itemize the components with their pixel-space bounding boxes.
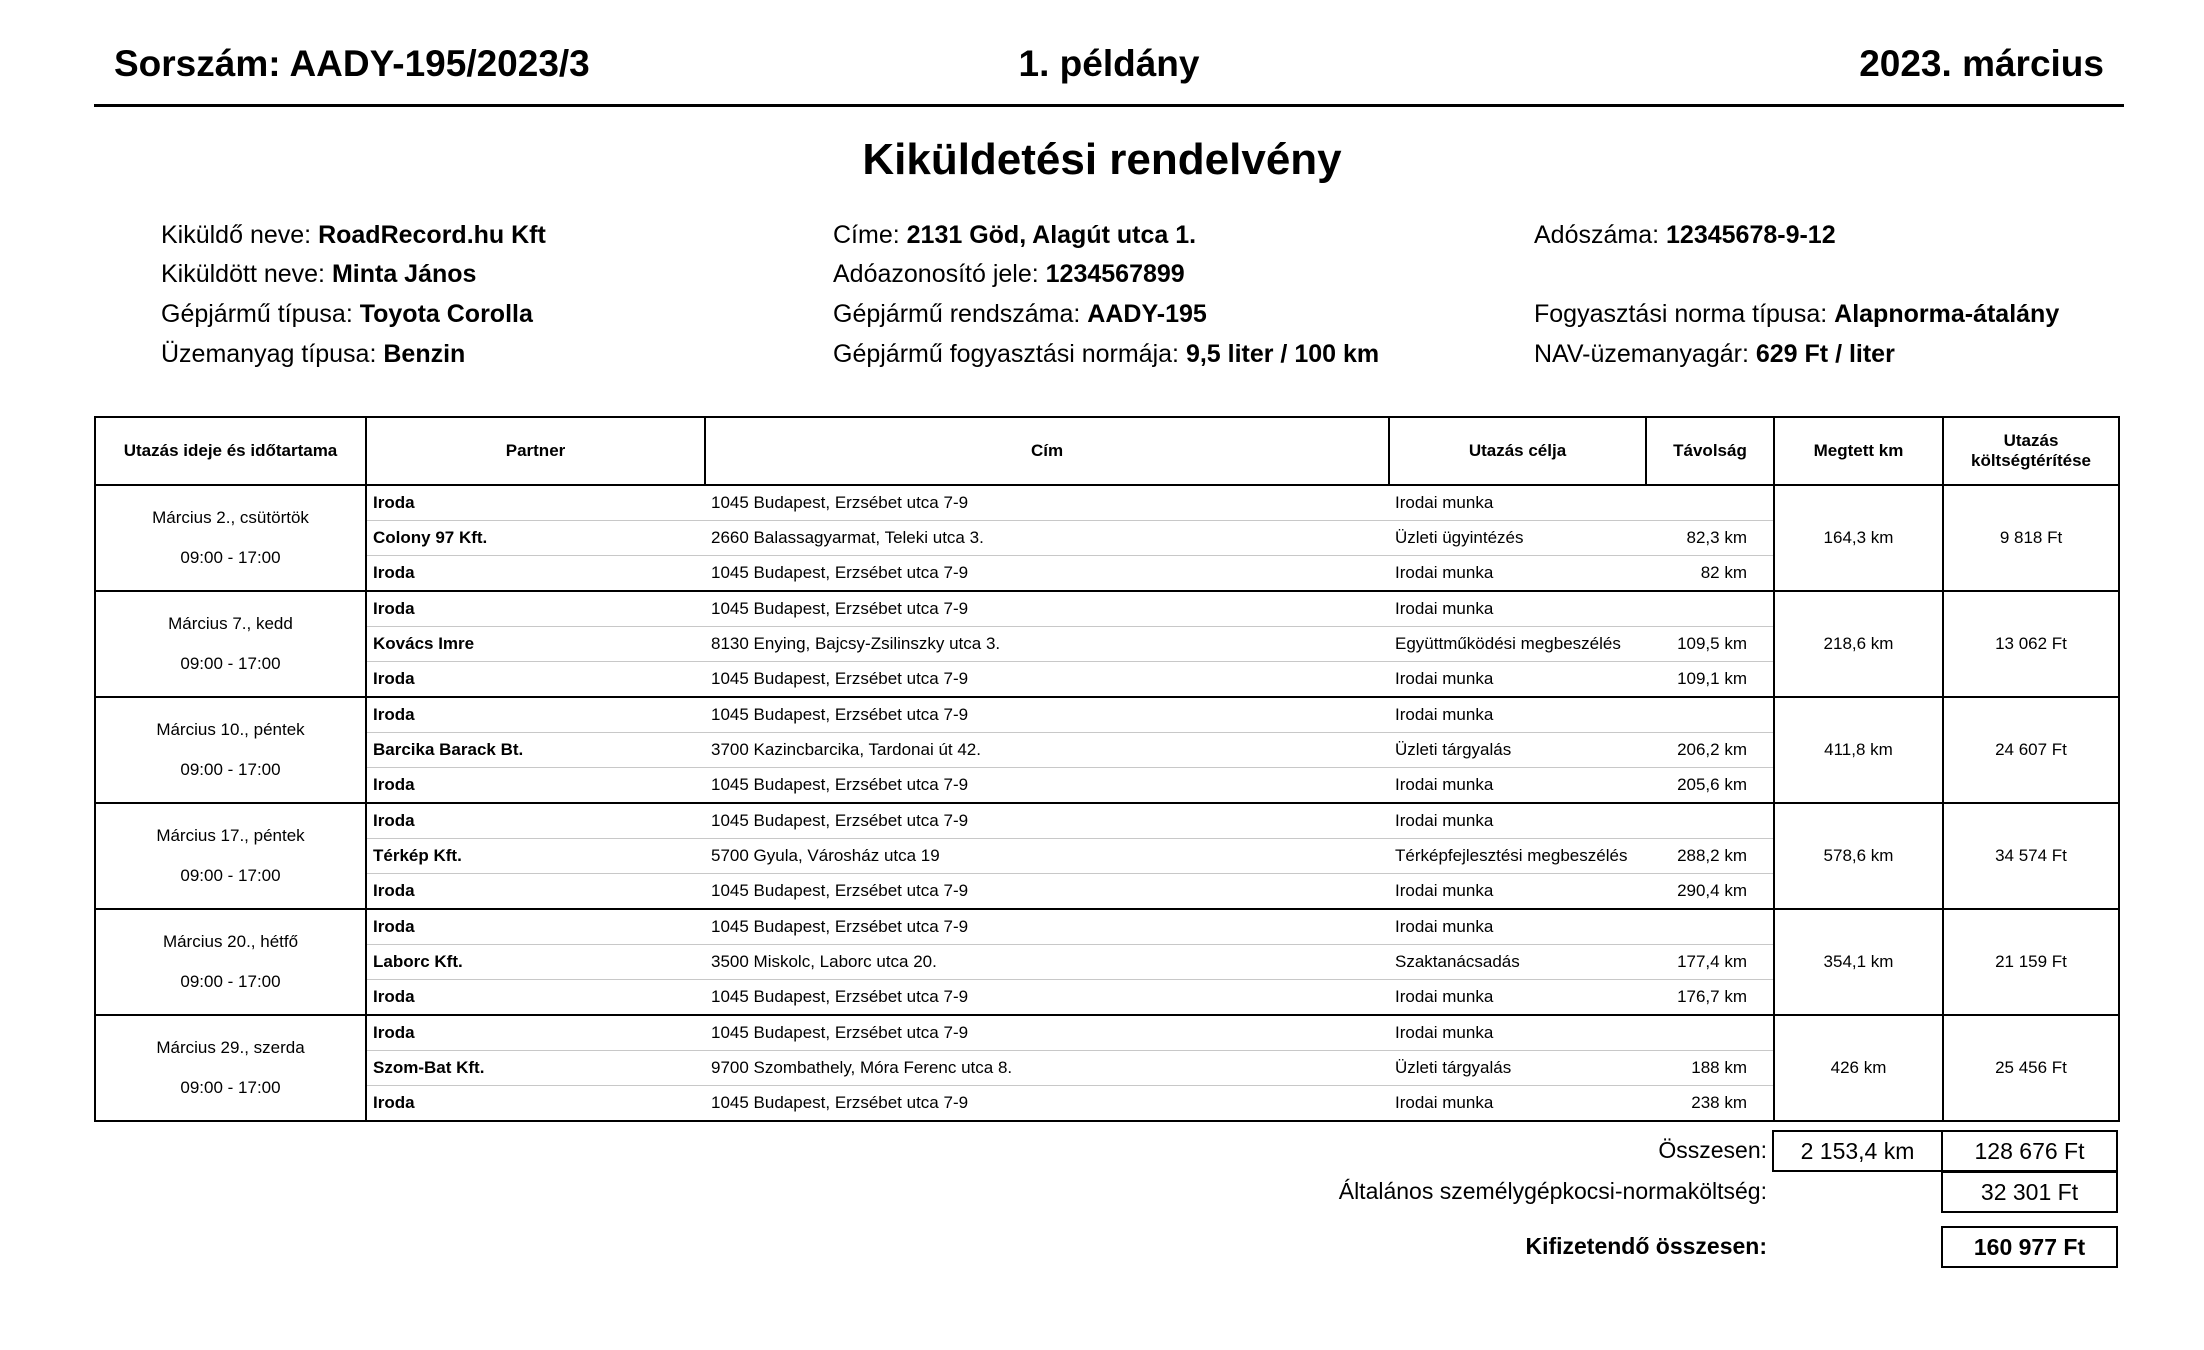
trip-purpose: Irodai munka (1389, 980, 1646, 1016)
trip-address: 1045 Budapest, Erzsébet utca 7-9 (705, 768, 1389, 804)
trip-purpose: Szaktanácsadás (1389, 945, 1646, 980)
trip-distance: 188 km (1646, 1051, 1774, 1086)
trip-partner: Szom-Bat Kft. (366, 1051, 705, 1086)
trip-cost: 34 574 Ft (1943, 803, 2119, 909)
table-row (95, 1015, 2119, 1051)
trip-purpose: Üzleti tárgyalás (1389, 1051, 1646, 1086)
trip-partner: Iroda (366, 980, 705, 1016)
trip-purpose: Üzleti tárgyalás (1389, 733, 1646, 768)
table-row (95, 697, 2119, 733)
trip-datetime (95, 697, 366, 803)
trip-distance (1646, 909, 1774, 945)
consumption-norm: 9,5 liter / 100 km (1185, 340, 1380, 368)
trip-address: 1045 Budapest, Erzsébet utca 7-9 (705, 909, 1389, 945)
norm-type-line (1534, 297, 2059, 331)
fuel-price-label: NAV-üzemanyagár: (1534, 340, 1749, 368)
trip-address: 8130 Enying, Bajcsy-Zsilinszky utca 3. (705, 627, 1389, 662)
trip-distance: 177,4 km (1646, 945, 1774, 980)
employee-name-label: Kiküldött neve: (161, 260, 325, 288)
trip-purpose: Irodai munka (1389, 662, 1646, 698)
payable-label: Kifizetendő összesen: (1525, 1233, 1767, 1259)
trips-body (95, 485, 2119, 1121)
total-label: Összesen: (1658, 1137, 1767, 1163)
trip-purpose: Irodai munka (1389, 1015, 1646, 1051)
tax-number-label: Adószáma: (1534, 221, 1660, 249)
fuel-price-line (1534, 337, 1895, 371)
vehicle-type: Toyota Corolla (359, 300, 533, 328)
trip-date: Március 20., hétfő (162, 932, 299, 951)
trip-km: 411,8 km (1774, 697, 1943, 803)
trips-table (94, 416, 2120, 1122)
employee-name: Minta János (331, 260, 477, 288)
norm-cost: 32 301 Ft (1941, 1171, 2118, 1213)
vehicle-type-line (161, 297, 533, 331)
trip-km: 354,1 km (1774, 909, 1943, 1015)
trip-address: 1045 Budapest, Erzsébet utca 7-9 (705, 1086, 1389, 1122)
trip-cost: 24 607 Ft (1943, 697, 2119, 803)
trip-partner: Iroda (366, 768, 705, 804)
header-km: Megtett km (1774, 417, 1943, 485)
trip-time: 09:00 - 17:00 (180, 548, 281, 567)
total-cost: 128 676 Ft (1941, 1130, 2118, 1172)
trip-km: 164,3 km (1774, 485, 1943, 591)
vehicle-type-label: Gépjármű típusa: (161, 300, 353, 328)
trip-address: 3700 Kazincbarcika, Tardonai út 42. (705, 733, 1389, 768)
trip-cost: 25 456 Ft (1943, 1015, 2119, 1121)
trip-address: 2660 Balassagyarmat, Teleki utca 3. (705, 521, 1389, 556)
trip-partner: Colony 97 Kft. (366, 521, 705, 556)
trip-address: 3500 Miskolc, Laborc utca 20. (705, 945, 1389, 980)
trip-km: 578,6 km (1774, 803, 1943, 909)
trip-partner: Iroda (366, 803, 705, 839)
norm-type-label: Fogyasztási norma típusa: (1534, 300, 1828, 328)
trip-address: 1045 Budapest, Erzsébet utca 7-9 (705, 1015, 1389, 1051)
period: 2023. március (1859, 43, 2104, 84)
document-title: Kiküldetési rendelvény (862, 135, 1342, 184)
trip-partner: Iroda (366, 591, 705, 627)
trip-purpose: Térképfejlesztési megbeszélés (1389, 839, 1646, 874)
fuel-type: Benzin (383, 340, 466, 368)
trip-partner: Iroda (366, 556, 705, 592)
plate-label: Gépjármű rendszáma: (833, 300, 1081, 328)
trip-partner: Iroda (366, 662, 705, 698)
trip-datetime (95, 591, 366, 697)
trip-partner: Iroda (366, 697, 705, 733)
table-row (95, 485, 2119, 521)
trip-distance: 290,4 km (1646, 874, 1774, 910)
sender-name: RoadRecord.hu Kft (318, 221, 546, 249)
trip-km: 426 km (1774, 1015, 1943, 1121)
trip-datetime (95, 803, 366, 909)
trip-distance: 176,7 km (1646, 980, 1774, 1016)
trip-address: 9700 Szombathely, Móra Ferenc utca 8. (705, 1051, 1389, 1086)
trip-distance: 238 km (1646, 1086, 1774, 1122)
sender-address: 2131 Göd, Alagút utca 1. (906, 221, 1197, 249)
norm-type: Alapnorma-átalány (1834, 300, 2060, 328)
trip-partner: Barcika Barack Bt. (366, 733, 705, 768)
trip-address: 1045 Budapest, Erzsébet utca 7-9 (705, 874, 1389, 910)
trip-time: 09:00 - 17:00 (180, 654, 281, 673)
trip-partner: Iroda (366, 1015, 705, 1051)
trip-cost: 13 062 Ft (1943, 591, 2119, 697)
trip-partner: Iroda (366, 485, 705, 521)
trip-address: 1045 Budapest, Erzsébet utca 7-9 (705, 662, 1389, 698)
sender-address-label: Címe: (833, 221, 900, 249)
trip-distance: 288,2 km (1646, 839, 1774, 874)
trip-distance: 109,1 km (1646, 662, 1774, 698)
trip-purpose: Irodai munka (1389, 874, 1646, 910)
trip-address: 1045 Budapest, Erzsébet utca 7-9 (705, 591, 1389, 627)
trip-address: 5700 Gyula, Városház utca 19 (705, 839, 1389, 874)
fuel-type-label: Üzemanyag típusa: (161, 340, 377, 368)
trip-purpose: Irodai munka (1389, 485, 1646, 521)
trip-address: 1045 Budapest, Erzsébet utca 7-9 (705, 556, 1389, 592)
trip-purpose: Üzleti ügyintézés (1389, 521, 1646, 556)
trip-partner: Iroda (366, 874, 705, 910)
tax-id-label: Adóazonosító jele: (833, 260, 1039, 288)
consumption-line (833, 337, 1379, 371)
table-header-row (95, 417, 2119, 485)
trip-purpose: Irodai munka (1389, 803, 1646, 839)
table-row (95, 591, 2119, 627)
trip-distance: 205,6 km (1646, 768, 1774, 804)
trip-date: Március 29., szerda (156, 1038, 305, 1057)
consumption-label: Gépjármű fogyasztási normája: (833, 340, 1179, 368)
trip-distance: 82 km (1646, 556, 1774, 592)
trip-address: 1045 Budapest, Erzsébet utca 7-9 (705, 697, 1389, 733)
header-purpose: Utazás célja (1389, 417, 1646, 485)
sender-name-line (161, 218, 546, 252)
trip-cost: 21 159 Ft (1943, 909, 2119, 1015)
trip-purpose: Irodai munka (1389, 768, 1646, 804)
trip-time: 09:00 - 17:00 (180, 760, 281, 779)
employee-name-line (161, 257, 476, 291)
payable-total: 160 977 Ft (1941, 1226, 2118, 1268)
trip-date: Március 17., péntek (156, 826, 305, 845)
trip-partner: Iroda (366, 909, 705, 945)
trip-address: 1045 Budapest, Erzsébet utca 7-9 (705, 803, 1389, 839)
sender-address-line (833, 218, 1196, 252)
trip-distance (1646, 803, 1774, 839)
trip-time: 09:00 - 17:00 (180, 1078, 281, 1097)
header-address: Cím (705, 417, 1389, 485)
trip-distance: 82,3 km (1646, 521, 1774, 556)
copy-number: 1. példány (1018, 43, 1200, 84)
norm-cost-label: Általános személygépkocsi-normaköltség: (1338, 1178, 1767, 1204)
serial-number: Sorszám: AADY-195/2023/3 (114, 43, 590, 84)
trip-distance (1646, 1015, 1774, 1051)
trip-datetime (95, 1015, 366, 1121)
trip-distance (1646, 697, 1774, 733)
table-row (95, 803, 2119, 839)
trip-purpose: Irodai munka (1389, 591, 1646, 627)
tax-number-line (1534, 218, 1836, 252)
trip-km: 218,6 km (1774, 591, 1943, 697)
table-row (95, 909, 2119, 945)
trip-purpose: Irodai munka (1389, 556, 1646, 592)
trip-time: 09:00 - 17:00 (180, 866, 281, 885)
tax-number: 12345678-9-12 (1666, 221, 1836, 249)
trip-partner: Kovács Imre (366, 627, 705, 662)
trip-date: Március 7., kedd (168, 614, 293, 633)
trip-partner: Iroda (366, 1086, 705, 1122)
tax-id-line (833, 257, 1185, 291)
trip-date: Március 10., péntek (156, 720, 305, 739)
trip-purpose: Irodai munka (1389, 1086, 1646, 1122)
trip-address: 1045 Budapest, Erzsébet utca 7-9 (705, 980, 1389, 1016)
trip-date: Március 2., csütörtök (152, 508, 309, 527)
trip-address: 1045 Budapest, Erzsébet utca 7-9 (705, 485, 1389, 521)
trip-distance: 206,2 km (1646, 733, 1774, 768)
trip-distance: 109,5 km (1646, 627, 1774, 662)
header-cost: Utazás költségtérítése (1943, 417, 2119, 485)
trip-distance (1646, 591, 1774, 627)
fuel-price: 629 Ft / liter (1755, 340, 1895, 368)
plate-line (833, 297, 1207, 331)
trip-datetime (95, 485, 366, 591)
trip-purpose: Irodai munka (1389, 697, 1646, 733)
trip-partner: Térkép Kft. (366, 839, 705, 874)
tax-id: 1234567899 (1045, 260, 1185, 288)
header-partner: Partner (366, 417, 705, 485)
trip-time: 09:00 - 17:00 (180, 972, 281, 991)
trip-cost: 9 818 Ft (1943, 485, 2119, 591)
trip-purpose: Irodai munka (1389, 909, 1646, 945)
header-distance: Távolság (1646, 417, 1774, 485)
header-datetime: Utazás ideje és időtartama (95, 417, 366, 485)
total-km: 2 153,4 km (1772, 1130, 1943, 1172)
trip-distance (1646, 485, 1774, 521)
plate-number: AADY-195 (1087, 300, 1207, 328)
trip-datetime (95, 909, 366, 1015)
trip-partner: Laborc Kft. (366, 945, 705, 980)
document-header (94, 0, 2124, 107)
sender-name-label: Kiküldő neve: (161, 221, 312, 249)
trip-purpose: Együttműködési megbeszélés (1389, 627, 1646, 662)
fuel-type-line (161, 337, 465, 371)
